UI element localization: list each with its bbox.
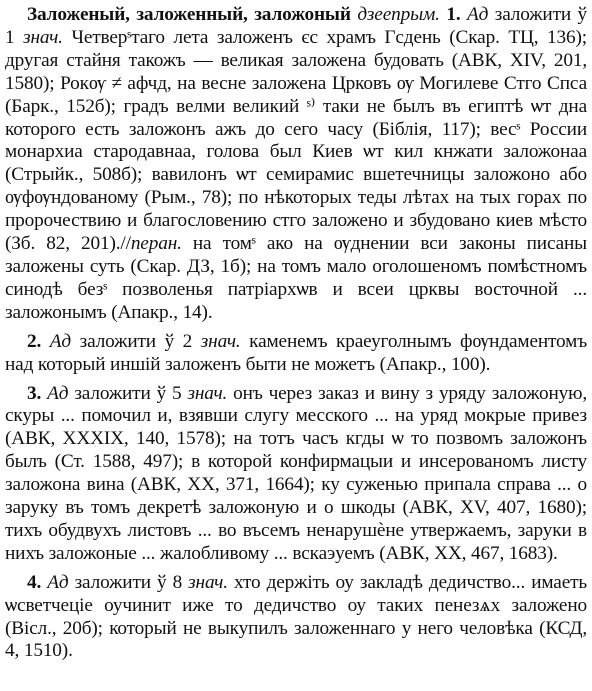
sense-text: хто держіть оу закладѣ дедичство... имаеть ѡсветчеціе оучинит иже то дедичство оу таких пенезѧх заложено (Вісл., 20б); который не выкупилъ заложеннаго у него человѣка (КСД, 4, 1510). <box>5 571 588 662</box>
part-of-speech: дзеепрым. <box>357 4 440 25</box>
sense-lead: Ад <box>49 330 72 352</box>
sense-lead: Ад <box>47 571 69 593</box>
sense-intro: заложити ў 5 <box>74 382 182 404</box>
sense-2 <box>5 331 587 377</box>
sense-text: каменемъ краеуголнымъ фѹндаментомъ над который иншій заложенъ быти не можетъ (Апакр., 100). <box>5 330 588 375</box>
sense-text: онъ через заказ и вину з уряду заложоную, скуры ... помочил и, взявши слугу месского ... на уряд мокрые привез (АВК, XXXIX, 140, 1578); на тотъ часъ кгды ѡ то позвомъ заложонъ былъ (Ст. 1588, 497); в которой конфирмацыи и инсерованомъ листу заложона вина (АВК, XX, 371, 1664); ку суженью припала справа ... о заруку въ томъ декретѣ заложоную и о шкоды (АВК, XV, 407, 1680); тихъ обудвухъ листовъ ... во въсемъ ненарушѐне утвержаемъ, заруки в нихъ заложоные ... жалобливому ... вскаэуемъ (АВК, XX, 467, 1683). <box>5 382 588 564</box>
figurative-label: перан. <box>130 233 182 255</box>
headword: Заложеный, заложенный, заложоный <box>27 4 351 25</box>
sense-intro: заложити ў 8 <box>74 571 183 593</box>
sense-lead: Ад <box>467 4 489 25</box>
sense-1 <box>5 4 587 325</box>
sense-3 <box>5 383 587 566</box>
sense-number: 1. <box>446 4 461 25</box>
znach-abbrev: знач. <box>23 26 63 48</box>
znach-abbrev: знач. <box>200 330 241 352</box>
sense-intro: заложити ў 2 <box>79 330 193 352</box>
dictionary-page <box>5 4 587 663</box>
sense-text: Четверˢтаго лета заложенъ єс храмъ Гсдень (Скар. ТЦ, 136); другая стайня такожъ — великая заложена будовать (АВК, XIV, 201, 1580); Рокѹ ≠ афчд, на весне заложена Црковъ ѹ Могилеве Стго Спса (Барк., 152б); градъ велми великий ˢ⁾ таки не былъ въ египтѣ ѡт дна которого есть заложонъ ажъ до сего часу (Біблія, 117); весˢ России монархиа стародавнаа, голова был Киев ѡт кил кнжати заложонаа (Стрыйк., 508б); вавилонъ ѡт семирамис вшетечницы заложоно або ѹфѹндованому (Рым., 78); по нѣкоторых теды лѣтах на тых горах по пророчествию и благословению стго заложено и збудовано киев мѣсто (Зб. 82, 201).// <box>5 26 587 255</box>
sense-number: 4. <box>27 571 42 593</box>
sense-number: 2. <box>27 330 42 352</box>
znach-abbrev: знач. <box>187 382 228 404</box>
sense-intro: заложити ў 1 <box>5 4 588 48</box>
sense-lead: Ад <box>47 382 69 404</box>
sense-4 <box>5 572 587 664</box>
sense-number: 3. <box>27 382 42 404</box>
figurative-text: на томˢ ако на ѹднении вси законы писаны заложены суть (Скар. ДЗ, 1б); на томъ мало оголошеномъ помѣстномъ синодѣ безˢ позволенья патріархѡв и всеи црквы восточной ... заложонымъ (Апакр., 14). <box>5 233 587 323</box>
znach-abbrev: знач. <box>188 571 228 593</box>
